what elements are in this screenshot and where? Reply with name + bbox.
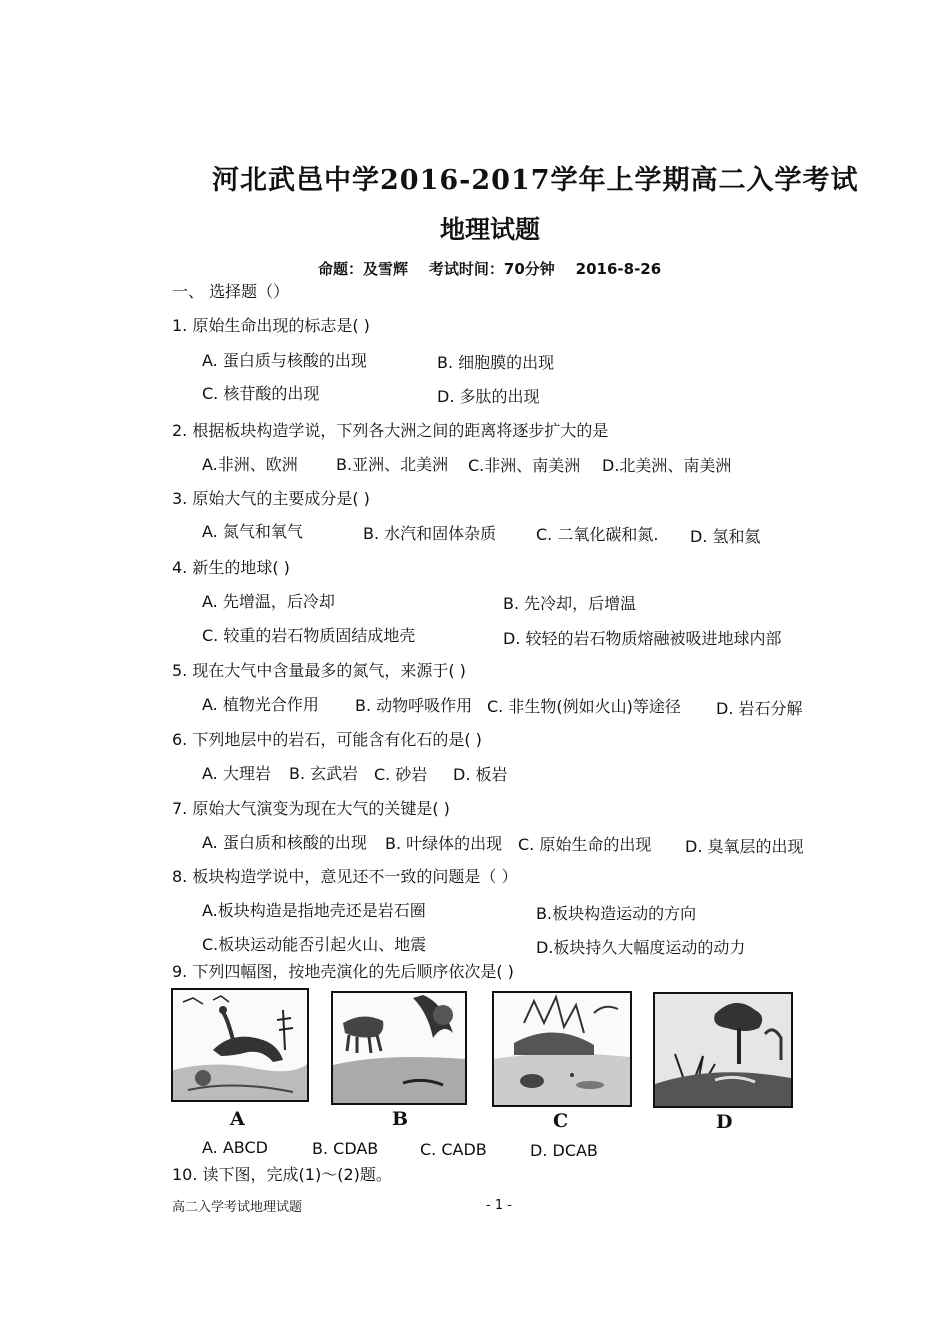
option: D. 较轻的岩石物质熔融被吸进地球内部 — [503, 629, 782, 648]
question-stem: 6. 下列地层中的岩石，可能含有化石的是( ) — [172, 730, 482, 749]
option: D.板块持久大幅度运动的动力 — [536, 938, 746, 957]
figure-b-mammal-scene — [331, 991, 467, 1105]
figure-label-c: C — [553, 1110, 569, 1132]
option: D. 岩石分解 — [716, 699, 803, 718]
option: C. 核苷酸的出现 — [202, 384, 320, 403]
section-heading: 一、 选择题（） — [172, 282, 290, 301]
exam-subtitle: 地理试题 — [440, 215, 541, 244]
option: C. 非生物(例如火山)等途径 — [487, 697, 681, 716]
option: B. CDAB — [312, 1139, 379, 1158]
option: A. 蛋白质与核酸的出现 — [202, 351, 367, 370]
option: A. 植物光合作用 — [202, 695, 319, 714]
figure-c-early-life-scene — [492, 991, 632, 1107]
option: D.北美洲、南美洲 — [602, 456, 732, 475]
figure-label-b: B — [392, 1108, 409, 1130]
figure-label-a: A — [230, 1108, 245, 1130]
option: D. 臭氧层的出现 — [685, 837, 804, 856]
question-stem: 1. 原始生命出现的标志是( ) — [172, 316, 370, 335]
option: A. 大理岩 — [202, 764, 271, 783]
option: B.亚洲、北美洲 — [336, 455, 449, 474]
option: A.非洲、欧洲 — [202, 455, 298, 474]
option: B. 水汽和固体杂质 — [363, 524, 497, 543]
exam-meta: 命题：及雪辉 考试时间：70分钟 2016-8-26 — [318, 260, 662, 278]
option: B. 先冷却，后增温 — [503, 594, 637, 613]
option: D. DCAB — [530, 1141, 598, 1160]
figure-d-forest-scene — [653, 992, 793, 1108]
option: D. 氢和氦 — [690, 527, 761, 546]
option: A. ABCD — [202, 1138, 268, 1157]
option: C. CADB — [420, 1140, 487, 1159]
page-number: - 1 - — [486, 1198, 512, 1213]
question-stem: 5. 现在大气中含量最多的氮气，来源于( ) — [172, 661, 466, 680]
option: C.板块运动能否引起火山、地震 — [202, 935, 427, 954]
question-stem: 9. 下列四幅图，按地壳演化的先后顺序依次是( ) — [172, 962, 514, 981]
exam-title: 河北武邑中学2016-2017学年上学期高二入学考试 — [212, 165, 859, 196]
option: A. 蛋白质和核酸的出现 — [202, 833, 367, 852]
question-stem: 10. 读下图，完成(1)～(2)题。 — [172, 1165, 392, 1184]
option: A.板块构造是指地壳还是岩石圈 — [202, 901, 426, 920]
question-stem: 8. 板块构造学说中，意见还不一致的问题是（ ） — [172, 867, 518, 886]
option: B. 叶绿体的出现 — [385, 834, 503, 853]
question-stem: 3. 原始大气的主要成分是( ) — [172, 489, 370, 508]
option: B.板块构造运动的方向 — [536, 904, 697, 923]
option: C. 砂岩 — [374, 765, 428, 784]
option: C.非洲、南美洲 — [468, 456, 581, 475]
option: B. 细胞膜的出现 — [437, 353, 555, 372]
question-stem: 2. 根据板块构造学说，下列各大洲之间的距离将逐步扩大的是 — [172, 421, 609, 440]
option: D. 板岩 — [453, 765, 508, 784]
option: A. 先增温，后冷却 — [202, 592, 335, 611]
option: B. 动物呼吸作用 — [355, 696, 473, 715]
option: C. 原始生命的出现 — [518, 835, 652, 854]
option: C. 二氧化碳和氮. — [536, 525, 659, 544]
question-stem: 4. 新生的地球( ) — [172, 558, 290, 577]
question-stem: 7. 原始大气演变为现在大气的关键是( ) — [172, 799, 450, 818]
figure-label-d: D — [716, 1111, 733, 1133]
option: C. 较重的岩石物质固结成地壳 — [202, 626, 416, 645]
footer-title: 高二入学考试地理试题 — [172, 1200, 303, 1215]
figure-a-dinosaur-scene — [171, 988, 309, 1102]
option: D. 多肽的出现 — [437, 387, 540, 406]
option: A. 氮气和氧气 — [202, 522, 303, 541]
option: B. 玄武岩 — [289, 764, 359, 783]
